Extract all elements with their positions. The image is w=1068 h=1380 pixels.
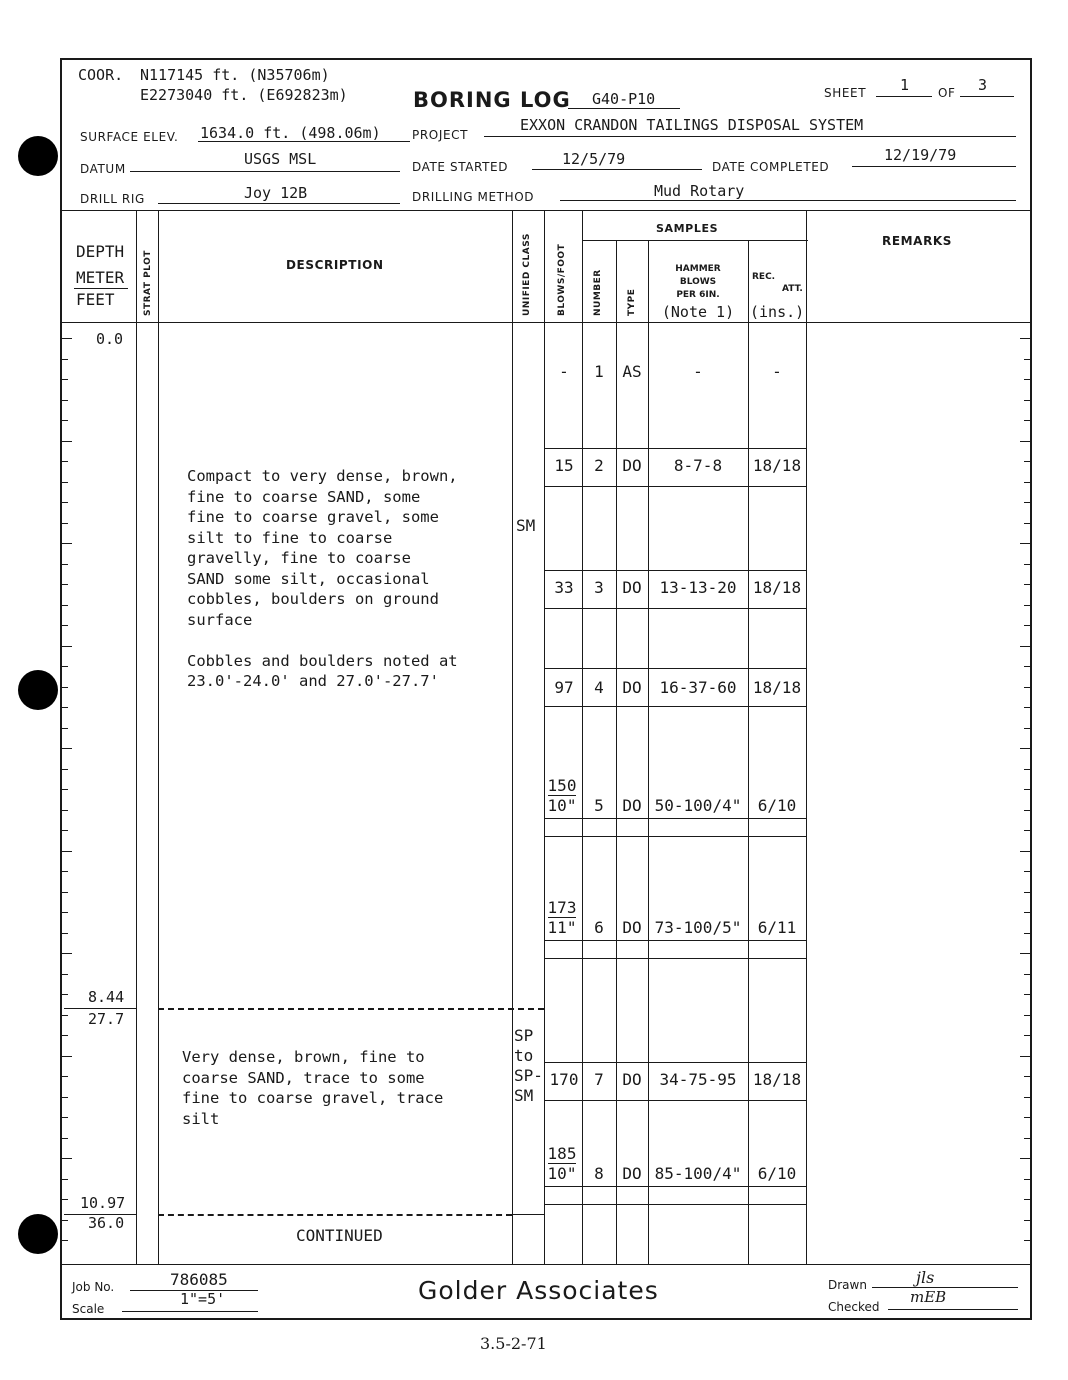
sample-blows-sub: 11" bbox=[547, 918, 577, 937]
sample-hammer: 16-37-60 bbox=[659, 678, 737, 697]
company-name: Golder Associates bbox=[418, 1276, 659, 1305]
scale: 1"=5' bbox=[180, 1290, 226, 1308]
sample-type: DO bbox=[622, 678, 642, 697]
col-remarks: REMARKS bbox=[882, 234, 953, 248]
sample-blows-sub: 10" bbox=[547, 1164, 577, 1183]
coor-label: COOR. bbox=[78, 66, 124, 84]
col-meter: METER bbox=[76, 268, 125, 287]
job-no-label: Job No. bbox=[72, 1280, 115, 1294]
sheet-label: SHEET bbox=[824, 86, 867, 100]
project: EXXON CRANDON TAILINGS DISPOSAL SYSTEM bbox=[520, 116, 864, 134]
drilling-method: Mud Rotary bbox=[654, 182, 745, 200]
drilling-method-label: DRILLING METHOD bbox=[412, 190, 535, 204]
sample-blows: 33 bbox=[554, 578, 574, 597]
col-feet: FEET bbox=[76, 290, 115, 309]
sample-number: 1 bbox=[594, 362, 604, 381]
punch-hole-middle bbox=[18, 670, 58, 710]
layer-2-description: Very dense, brown, fine to coarse SAND, trace to some fine to coarse gravel, trace silt bbox=[182, 1048, 444, 1128]
sample-blows-sub: 10" bbox=[547, 796, 577, 815]
depth-mid-meter: 8.44 bbox=[88, 988, 125, 1006]
col-type: TYPE bbox=[627, 288, 637, 316]
col-number: NUMBER bbox=[593, 269, 603, 316]
sheet-number: 1 bbox=[900, 76, 910, 94]
sample-number: 5 bbox=[594, 796, 604, 815]
of-label: OF bbox=[938, 86, 956, 100]
sample-rec: 18/18 bbox=[752, 1070, 802, 1089]
datum-label: DATUM bbox=[80, 162, 126, 176]
sample-type: DO bbox=[622, 796, 642, 815]
surface-elev-label: SURFACE ELEV. bbox=[80, 130, 179, 144]
col-description: DESCRIPTION bbox=[286, 258, 384, 272]
sample-rec: 6/10 bbox=[757, 1164, 797, 1183]
drill-rig: Joy 12B bbox=[244, 184, 308, 202]
sample-rec: 18/18 bbox=[752, 678, 802, 697]
surface-elev: 1634.0 ft. (498.06m) bbox=[200, 124, 381, 142]
sample-number: 2 bbox=[594, 456, 604, 475]
sample-hammer: 50-100/4" bbox=[654, 796, 742, 815]
sample-type: DO bbox=[622, 578, 642, 597]
sample-rec: 18/18 bbox=[752, 578, 802, 597]
sample-rec: - bbox=[772, 362, 782, 381]
sample-rec: 6/10 bbox=[757, 796, 797, 815]
job-no: 786085 bbox=[170, 1270, 228, 1289]
col-hammer-1: HAMMER bbox=[675, 264, 721, 274]
drill-rig-label: DRILL RIG bbox=[80, 192, 145, 206]
layer-2-class: SP to SP- SM bbox=[514, 1026, 543, 1105]
punch-hole-bottom bbox=[18, 1214, 58, 1254]
sample-blows: 173 bbox=[547, 898, 577, 917]
depth-bottom-feet: 36.0 bbox=[88, 1214, 125, 1232]
sample-blows: 150 bbox=[547, 776, 577, 795]
sample-blows: 15 bbox=[554, 456, 574, 475]
checked-label: Checked bbox=[828, 1300, 880, 1314]
sample-number: 3 bbox=[594, 578, 604, 597]
col-hammer-2: BLOWS bbox=[679, 277, 717, 287]
layer-1-description: Compact to very dense, brown, fine to coarse SAND, some fine to coarse gravel, some silt to fine to coarse gravelly, fine to coarse SAND some silt, occasional cobbles, boulders on ground surface Cobbles and boulders noted at 23.0'-24.0' and 27.0'-27.7' bbox=[187, 467, 458, 690]
sample-number: 8 bbox=[594, 1164, 604, 1183]
depth-mid-feet: 27.7 bbox=[88, 1010, 125, 1028]
sample-number: 7 bbox=[594, 1070, 604, 1089]
date-started-label: DATE STARTED bbox=[412, 160, 509, 174]
col-rec: REC. bbox=[752, 272, 776, 282]
sample-number: 6 bbox=[594, 918, 604, 937]
depth-top: 0.0 bbox=[96, 330, 124, 348]
drawn-initials: jls bbox=[916, 1268, 935, 1287]
sample-type: DO bbox=[622, 1070, 642, 1089]
continued-label: CONTINUED bbox=[296, 1226, 383, 1245]
sample-blows: - bbox=[559, 362, 569, 381]
col-unified-class: UNIFIED CLASS bbox=[522, 233, 532, 316]
sample-hammer: 8-7-8 bbox=[673, 456, 723, 475]
col-depth: DEPTH bbox=[76, 242, 125, 261]
datum: USGS MSL bbox=[244, 150, 317, 168]
sample-type: AS bbox=[622, 362, 642, 381]
punch-hole-top bbox=[18, 136, 58, 176]
scale-label: Scale bbox=[72, 1302, 105, 1316]
sample-hammer: - bbox=[693, 362, 703, 381]
col-rec-units: (ins.) bbox=[750, 303, 805, 321]
date-completed-label: DATE COMPLETED bbox=[712, 160, 830, 174]
coor-north: N117145 ft. (N35706m) bbox=[140, 66, 330, 84]
sample-type: DO bbox=[622, 1164, 642, 1183]
col-blows-foot: BLOWS/FOOT bbox=[557, 243, 567, 316]
col-strat-plot: STRAT PLOT bbox=[143, 250, 153, 316]
drawn-label: Drawn bbox=[828, 1278, 867, 1292]
sample-number: 4 bbox=[594, 678, 604, 697]
coor-east: E2273040 ft. (E692823m) bbox=[140, 86, 348, 104]
log-title: BORING LOG bbox=[413, 88, 571, 112]
col-att: ATT. bbox=[782, 284, 803, 294]
sample-blows: 170 bbox=[549, 1070, 579, 1089]
layer-1-class: SM bbox=[516, 516, 536, 535]
depth-bottom-meter: 10.97 bbox=[80, 1194, 126, 1212]
sample-blows: 185 bbox=[547, 1144, 577, 1163]
checked-initials: mEB bbox=[910, 1288, 947, 1306]
sample-hammer: 85-100/4" bbox=[654, 1164, 742, 1183]
sample-hammer: 73-100/5" bbox=[654, 918, 742, 937]
sample-rec: 18/18 bbox=[752, 456, 802, 475]
sample-hammer: 34-75-95 bbox=[659, 1070, 737, 1089]
date-completed: 12/19/79 bbox=[884, 146, 957, 164]
sample-type: DO bbox=[622, 456, 642, 475]
sample-blows: 97 bbox=[554, 678, 574, 697]
page-number: 3.5-2-71 bbox=[480, 1334, 547, 1353]
sample-type: DO bbox=[622, 918, 642, 937]
sample-hammer: 13-13-20 bbox=[659, 578, 737, 597]
col-samples: SAMPLES bbox=[656, 222, 719, 235]
sample-rec: 6/11 bbox=[757, 918, 797, 937]
sheet-total: 3 bbox=[978, 76, 988, 94]
log-id: G40-P10 bbox=[592, 90, 656, 108]
col-hammer-3: PER 6IN. bbox=[676, 290, 720, 300]
date-started: 12/5/79 bbox=[562, 150, 626, 168]
project-label: PROJECT bbox=[412, 128, 469, 142]
col-hammer-note: (Note 1) bbox=[661, 303, 735, 321]
